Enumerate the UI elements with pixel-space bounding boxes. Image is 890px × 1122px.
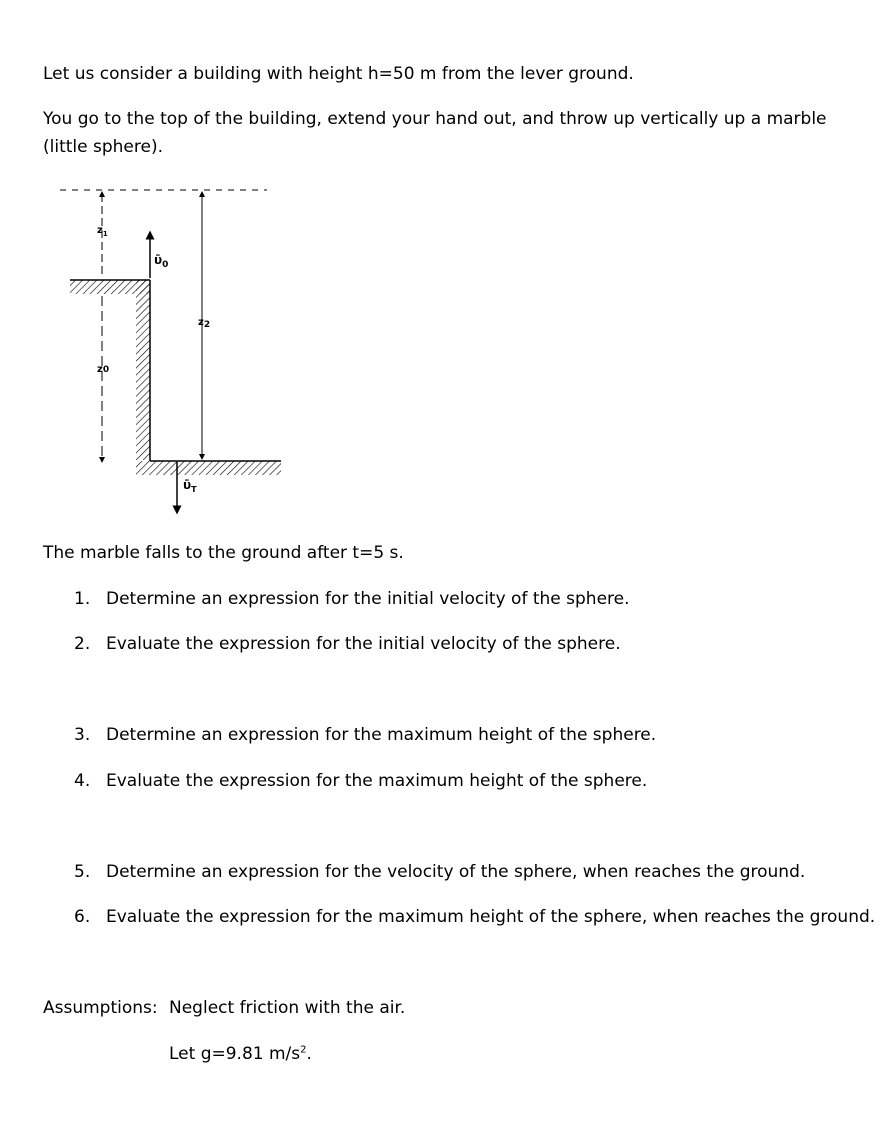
question-1: 1. Determine an expression for the initial velocity of the sphere. (74, 589, 630, 609)
fall-statement: The marble falls to the ground after t=5 s. (43, 543, 404, 563)
question-4: 4. Evaluate the expression for the maximum height of the sphere. (74, 771, 648, 791)
question-3: 3. Determine an expression for the maximum height of the sphere. (74, 725, 657, 745)
wall-hatch (136, 280, 150, 460)
question-5: 5. Determine an expression for the velocity of the sphere, when reaches the ground. (74, 862, 806, 882)
assumption-gravity: Let g=9.81 $m/s^2$. (169, 1044, 312, 1064)
ground-hatch (136, 461, 281, 475)
vt-label: ῡ$_T$ (183, 478, 197, 494)
building-diagram (55, 180, 295, 520)
assumptions-label: Assumptions: (43, 998, 158, 1018)
intro-line-2: You go to the top of the building, extend your hand out, and throw up vertically up a marble (little sphere). (43, 109, 827, 157)
question-6: 6. Evaluate the expression for the maximum height of the sphere, when reaches the ground. (74, 907, 876, 927)
z0-label: z0 (97, 364, 110, 375)
z1-label: $z_1$ (97, 225, 108, 238)
intro-line-1: Let us consider a building with height h=50 m from the lever ground. (43, 64, 634, 84)
assumption-friction: Neglect friction with the air. (169, 998, 406, 1018)
z2-label: z2 (198, 317, 211, 330)
question-2: 2. Evaluate the expression for the initial velocity of the sphere. (74, 634, 621, 654)
v0-label: ῡ$_0$ (154, 253, 169, 270)
